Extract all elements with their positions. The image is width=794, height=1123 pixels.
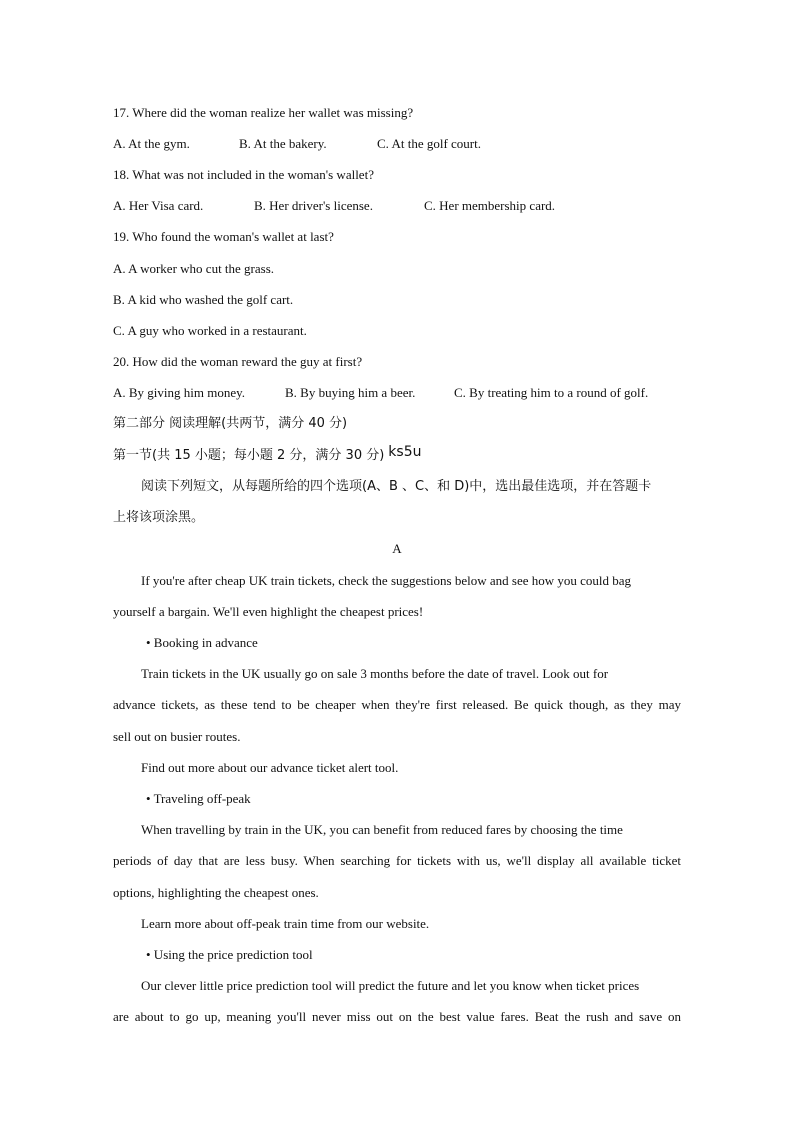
question-17-option-a: A. At the gym. [113,136,190,151]
subsection-title: 第一节(共 15 小题；每小题 2 分，满分 30 分) [113,448,385,463]
tip-off-peak-line-1: When travelling by train in the UK, you can benefit from reduced fares by choosing the time [141,822,623,837]
question-19-option-a: A. A worker who cut the grass. [113,261,275,276]
question-18-stem: 18. What was not included in the woman's wallet? [113,167,374,182]
question-20-option-a: A. By giving him money. [113,385,246,400]
tip-booking-note: Find out more about our advance ticket alert tool. [141,760,399,775]
question-18-option-b: B. Her driver's license. [254,198,373,213]
subsection-title-row [113,444,422,464]
tip-off-peak-note: Learn more about off-peak train time from our website. [141,916,430,931]
question-20-option-c: C. By treating him to a round of golf. [454,385,649,400]
question-20-option-b: B. By buying him a beer. [285,385,416,400]
tip-off-peak-line-3: options, highlighting the cheapest ones. [113,885,319,900]
tip-off-peak-line-2: periods of day that are less busy. When searching for tickets with us, we'll display all available ticket [113,853,681,868]
passage-label: A [392,541,402,556]
tip-heading-booking: • Booking in advance [146,635,258,650]
question-17-option-c: C. At the golf court. [377,136,481,151]
question-19-stem: 19. Who found the woman's wallet at last? [113,229,334,244]
instruction-line-1: 阅读下列短文，从每题所给的四个选项(A、B 、C、和 D)中，选出最佳选项，并在答题卡 [141,479,652,494]
intro-line-1: If you're after cheap UK train tickets, check the suggestions below and see how you could bag [141,573,632,588]
question-19-option-c: C. A guy who worked in a restaurant. [113,323,307,338]
part-title: 第二部分 阅读理解(共两节，满分 40 分) [113,416,348,431]
instruction-line-2: 上将该项涂黑。 [113,510,205,525]
tip-booking-line-3: sell out on busier routes. [113,729,241,744]
tip-prediction-line-1: Our clever little price prediction tool will predict the future and let you know when ticket prices [141,978,640,993]
intro-line-2: yourself a bargain. We'll even highlight the cheapest prices! [113,604,424,619]
question-17-stem: 17. Where did the woman realize her wallet was missing? [113,105,414,120]
question-17-option-b: B. At the bakery. [239,136,327,151]
question-18-option-c: C. Her membership card. [424,198,556,213]
question-19-option-b: B. A kid who washed the golf cart. [113,292,294,307]
question-18-option-a: A. Her Visa card. [113,198,204,213]
question-20-stem: 20. How did the woman reward the guy at first? [113,354,363,369]
tip-heading-price-prediction: • Using the price prediction tool [146,947,313,962]
tip-booking-line-1: Train tickets in the UK usually go on sale 3 months before the date of travel. Look out for [141,666,609,681]
watermark: ks5u [388,444,422,460]
tip-heading-off-peak: • Traveling off-peak [146,791,251,806]
tip-booking-line-2: advance tickets, as these tend to be cheaper when they're first released. Be quick though, as they may [113,697,681,712]
tip-prediction-line-2: are about to go up, meaning you'll never miss out on the best value fares. Beat the rush and save on [113,1009,681,1024]
